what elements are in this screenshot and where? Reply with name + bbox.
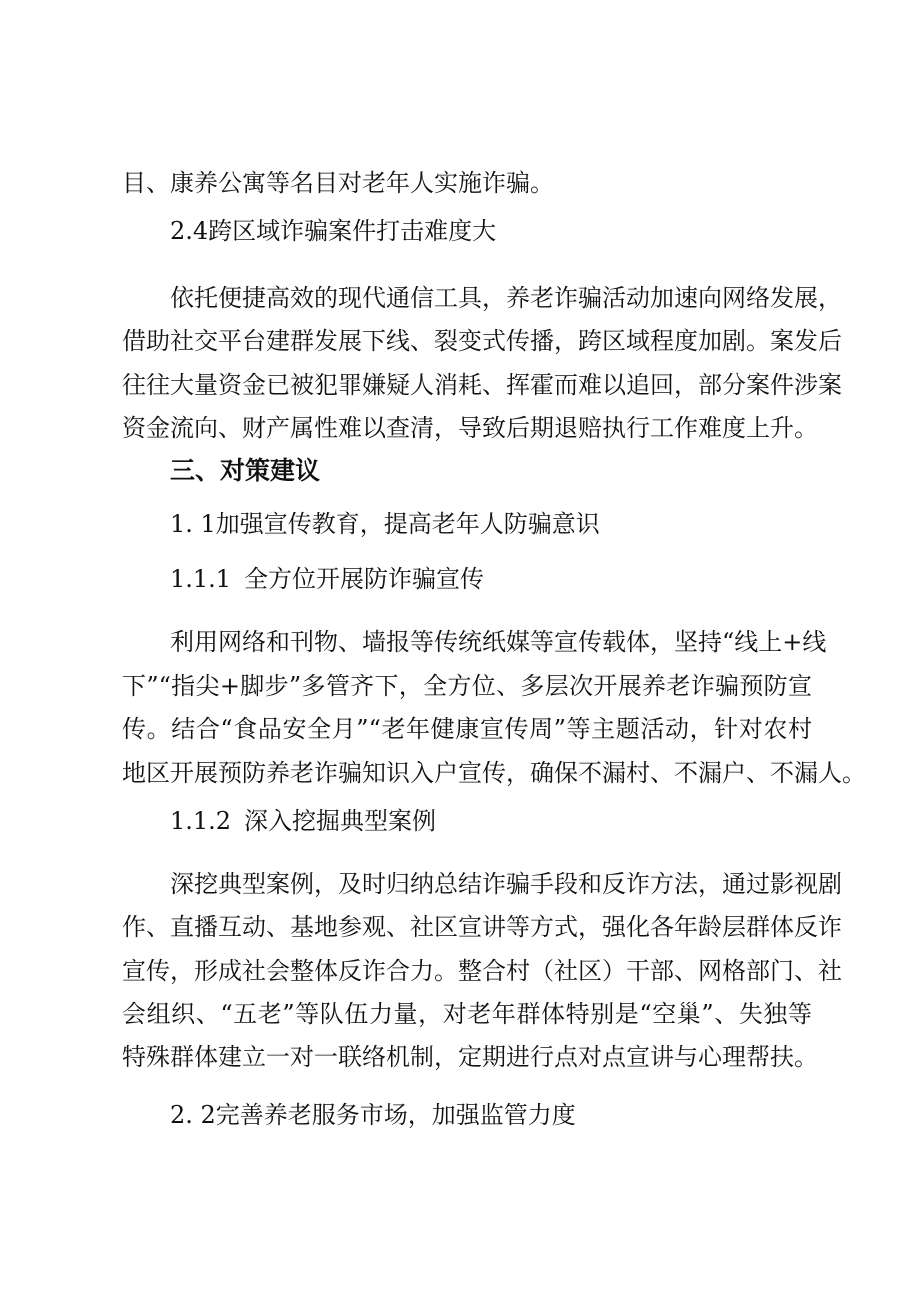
heading-number: 1.1.2 <box>170 807 232 835</box>
heading-1-1-1 <box>170 564 484 594</box>
paragraph-line: 地区开展预防养老诈骗知识入户宣传，确保不漏村、不漏户、不漏人。 <box>122 759 866 787</box>
paragraph-line: 借助社交平台建群发展下线、裂变式传播，跨区域程度加剧。案发后 <box>122 327 842 355</box>
paragraph-line: 依托便捷高效的现代通信工具，养老诈骗活动加速向网络发展， <box>170 284 842 312</box>
heading-number: 1.1.1 <box>170 565 232 593</box>
paragraph-line: 会组织、“五老”等队伍力量，对老年群体特别是“空巢”、失独等 <box>122 1000 812 1028</box>
paragraph-line: 往往大量资金已被犯罪嫌疑人消耗、挥霍而难以追回，部分案件涉案 <box>122 371 842 399</box>
paragraph-line: 目、康养公寓等名目对老年人实施诈骗。 <box>122 169 554 197</box>
heading-2-4: 2.4跨区域诈骗案件打击难度大 <box>170 217 497 245</box>
heading-1-1: 1. 1加强宣传教育，提高老年人防骗意识 <box>170 510 600 538</box>
heading-text: 深入挖掘典型案例 <box>244 807 436 835</box>
paragraph-line: 作、直播互动、基地参观、社区宣讲等方式，强化各年龄层群体反诈 <box>122 913 842 941</box>
paragraph-line: 下”“指尖+脚步”多管齐下，全方位、多层次开展养老诈骗预防宣 <box>122 672 812 700</box>
heading-text: 全方位开展防诈骗宣传 <box>244 565 484 593</box>
paragraph-line: 资金流向、财产属性难以查清，导致后期退赔执行工作难度上升。 <box>122 414 818 442</box>
paragraph-line: 利用网络和刊物、墙报等传统纸媒等宣传载体，坚持“线上+线 <box>170 628 827 656</box>
heading-2-2: 2. 2完善养老服务市场，加强监管力度 <box>170 1101 576 1129</box>
heading-1-1-2 <box>170 806 436 836</box>
paragraph-line: 深挖典型案例，及时归纳总结诈骗手段和反诈方法，通过影视剧 <box>170 870 842 898</box>
paragraph-line: 宣传，形成社会整体反诈合力。整合村（社区）干部、网格部门、社 <box>122 957 842 985</box>
paragraph-line: 特殊群体建立一对一联络机制，定期进行点对点宣讲与心理帮扶。 <box>122 1043 818 1071</box>
section-heading: 三、对策建议 <box>170 456 321 485</box>
paragraph-line: 传。结合“食品安全月”“老年健康宣传周”等主题活动，针对农村 <box>122 715 812 743</box>
